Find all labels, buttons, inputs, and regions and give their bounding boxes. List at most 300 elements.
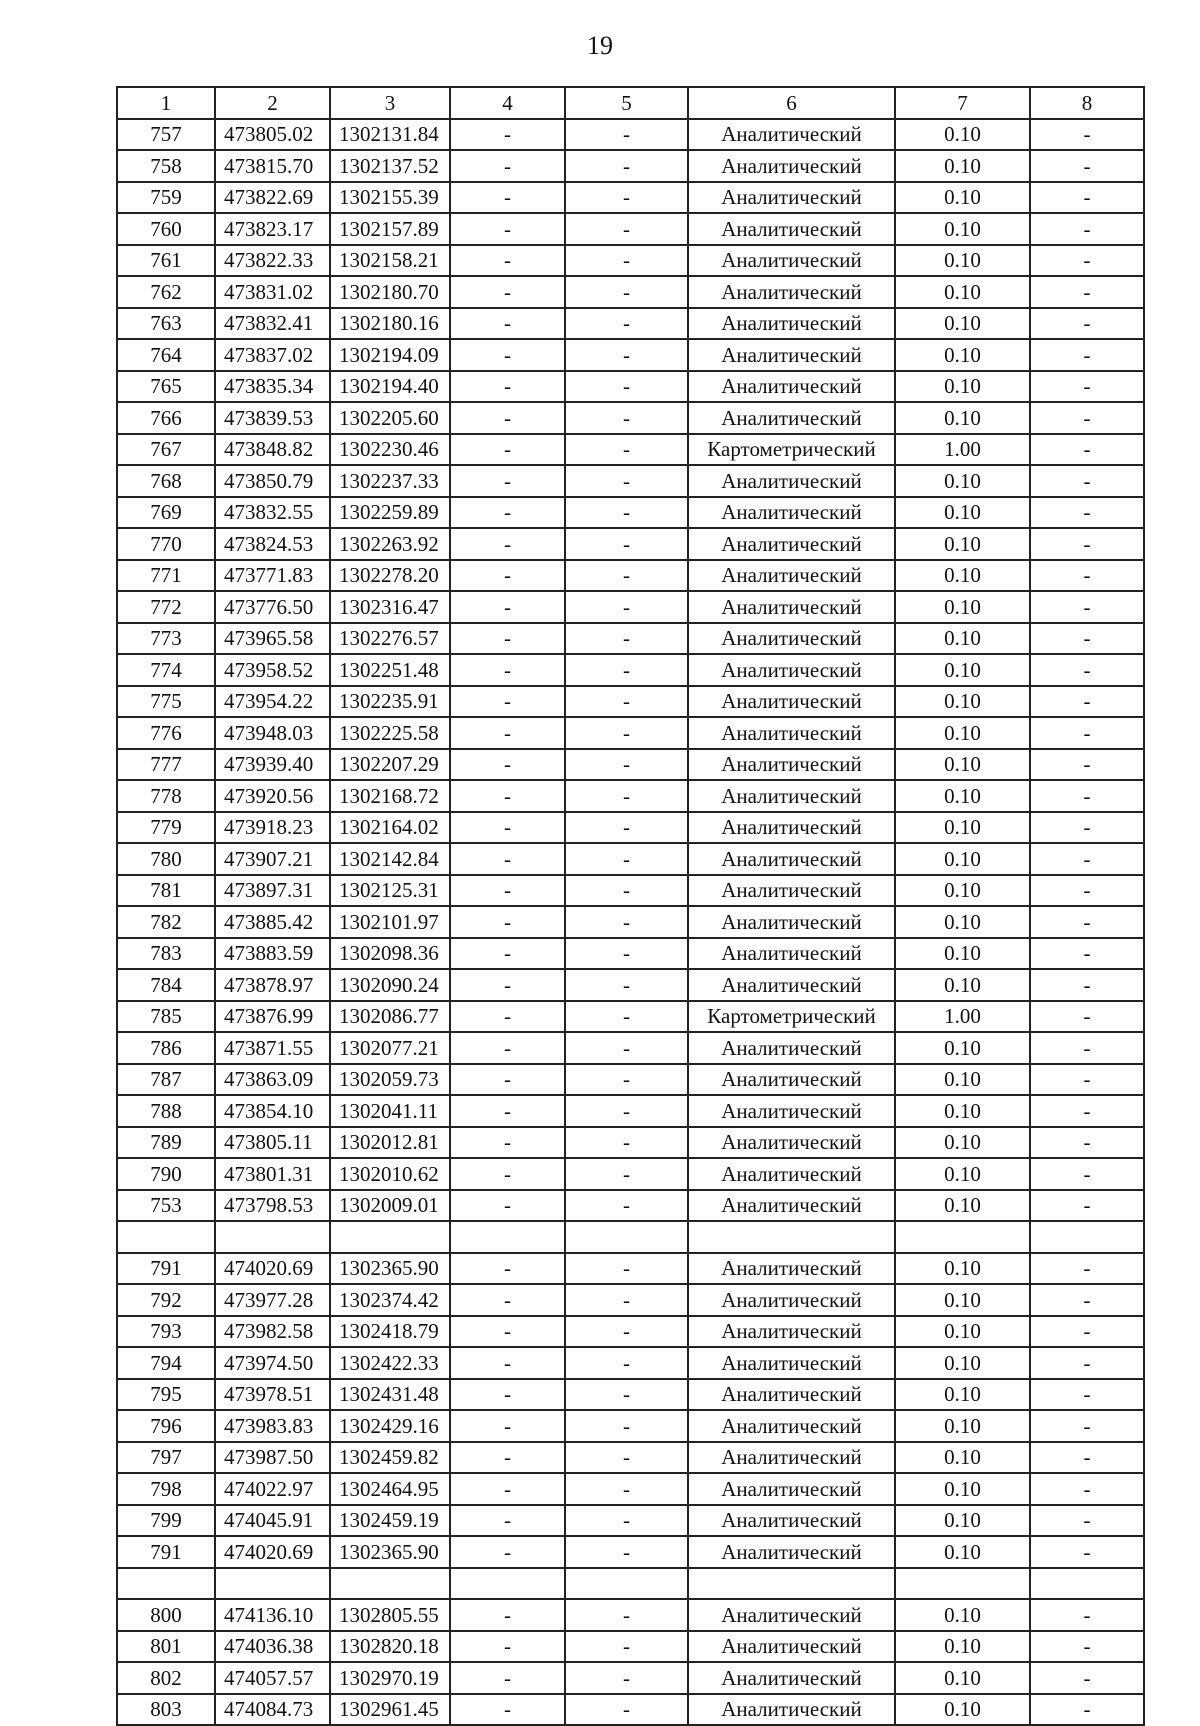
cell-col-5: - (565, 591, 688, 623)
cell-col-4: - (450, 434, 565, 466)
table-row (117, 938, 1144, 970)
cell-coordinate-y: 1302431.48 (330, 1379, 450, 1411)
cell-method: Аналитический (688, 1442, 895, 1474)
table-row (117, 1536, 1144, 1568)
cell-method: Аналитический (688, 528, 895, 560)
cell-method: Аналитический (688, 150, 895, 182)
table-row (117, 686, 1144, 718)
table-row (117, 906, 1144, 938)
cell-col-8: - (1030, 1599, 1144, 1631)
cell-point-number: 759 (117, 182, 215, 214)
cell-coordinate-y: 1302316.47 (330, 591, 450, 623)
cell-col-8: - (1030, 1316, 1144, 1348)
cell-col-4: - (450, 717, 565, 749)
cell-col-4: - (450, 497, 565, 529)
cell-accuracy: 0.10 (895, 497, 1030, 529)
cell-coordinate-x: 473839.53 (215, 402, 330, 434)
cell-accuracy (895, 1568, 1030, 1600)
cell-accuracy: 0.10 (895, 969, 1030, 1001)
cell-col-5: - (565, 654, 688, 686)
cell-coordinate-y: 1302131.84 (330, 119, 450, 151)
table-row (117, 528, 1144, 560)
cell-col-4: - (450, 213, 565, 245)
cell-coordinate-x: 474057.57 (215, 1662, 330, 1694)
cell-coordinate-x: 473848.82 (215, 434, 330, 466)
cell-coordinate-x: 473883.59 (215, 938, 330, 970)
cell-col-5: - (565, 1662, 688, 1694)
cell-col-4: - (450, 875, 565, 907)
cell-point-number: 765 (117, 371, 215, 403)
cell-accuracy: 0.10 (895, 371, 1030, 403)
cell-accuracy: 0.10 (895, 1158, 1030, 1190)
cell-coordinate-y: 1302207.29 (330, 749, 450, 781)
cell-col-8: - (1030, 560, 1144, 592)
cell-col-4: - (450, 371, 565, 403)
table-row (117, 1662, 1144, 1694)
cell-accuracy: 0.10 (895, 560, 1030, 592)
table-row (117, 1064, 1144, 1096)
cell-method: Аналитический (688, 1284, 895, 1316)
cell-col-4: - (450, 182, 565, 214)
column-header-1: 1 (117, 87, 215, 119)
cell-coordinate-y: 1302180.16 (330, 308, 450, 340)
cell-col-4: - (450, 308, 565, 340)
cell-accuracy: 0.10 (895, 1253, 1030, 1285)
table-row (117, 1032, 1144, 1064)
cell-coordinate-y: 1302059.73 (330, 1064, 450, 1096)
cell-col-4: - (450, 1316, 565, 1348)
table-row (117, 780, 1144, 812)
cell-col-8: - (1030, 969, 1144, 1001)
table-row (117, 1127, 1144, 1159)
cell-method: Аналитический (688, 875, 895, 907)
cell-point-number: 791 (117, 1253, 215, 1285)
cell-coordinate-y: 1302235.91 (330, 686, 450, 718)
cell-coordinate-y: 1302251.48 (330, 654, 450, 686)
cell-col-8: - (1030, 1410, 1144, 1442)
cell-accuracy: 0.10 (895, 1284, 1030, 1316)
cell-coordinate-y: 1302230.46 (330, 434, 450, 466)
cell-col-5: - (565, 276, 688, 308)
cell-coordinate-y: 1302820.18 (330, 1631, 450, 1663)
cell-accuracy: 0.10 (895, 906, 1030, 938)
cell-accuracy: 0.10 (895, 749, 1030, 781)
cell-accuracy: 0.10 (895, 875, 1030, 907)
cell-point-number: 789 (117, 1127, 215, 1159)
cell-point-number: 793 (117, 1316, 215, 1348)
cell-coordinate-y: 1302010.62 (330, 1158, 450, 1190)
cell-coordinate-x: 474020.69 (215, 1536, 330, 1568)
cell-col-5: - (565, 969, 688, 1001)
cell-coordinate-y: 1302418.79 (330, 1316, 450, 1348)
cell-coordinate-x: 473832.41 (215, 308, 330, 340)
cell-accuracy: 0.10 (895, 1599, 1030, 1631)
cell-col-8: - (1030, 1473, 1144, 1505)
cell-col-4: - (450, 906, 565, 938)
cell-col-4: - (450, 686, 565, 718)
cell-col-5: - (565, 182, 688, 214)
cell-point-number: 768 (117, 465, 215, 497)
cell-col-5: - (565, 875, 688, 907)
cell-col-5: - (565, 402, 688, 434)
cell-method: Аналитический (688, 402, 895, 434)
cell-col-8: - (1030, 213, 1144, 245)
cell-accuracy: 0.10 (895, 1379, 1030, 1411)
cell-accuracy: 0.10 (895, 528, 1030, 560)
cell-point-number: 803 (117, 1694, 215, 1726)
cell-point-number: 791 (117, 1536, 215, 1568)
cell-accuracy: 0.10 (895, 623, 1030, 655)
cell-coordinate-y: 1302365.90 (330, 1536, 450, 1568)
cell-col-8: - (1030, 843, 1144, 875)
table-row (117, 969, 1144, 1001)
cell-point-number: 802 (117, 1662, 215, 1694)
cell-col-5: - (565, 938, 688, 970)
table-row (117, 1631, 1144, 1663)
column-header-7: 7 (895, 87, 1030, 119)
cell-col-4: - (450, 938, 565, 970)
cell-method: Аналитический (688, 812, 895, 844)
cell-col-5: - (565, 749, 688, 781)
cell-col-5: - (565, 1253, 688, 1285)
cell-accuracy: 0.10 (895, 1127, 1030, 1159)
cell-col-8: - (1030, 339, 1144, 371)
cell-coordinate-y: 1302365.90 (330, 1253, 450, 1285)
cell-coordinate-x: 473954.22 (215, 686, 330, 718)
cell-col-5: - (565, 1694, 688, 1726)
cell-col-5: - (565, 1347, 688, 1379)
cell-coordinate-y (330, 1221, 450, 1253)
cell-col-5: - (565, 1473, 688, 1505)
cell-col-5: - (565, 339, 688, 371)
cell-col-8: - (1030, 938, 1144, 970)
cell-col-5: - (565, 1001, 688, 1033)
cell-method: Аналитический (688, 1127, 895, 1159)
cell-col-5: - (565, 308, 688, 340)
cell-point-number: 786 (117, 1032, 215, 1064)
cell-col-5 (565, 1568, 688, 1600)
cell-coordinate-y: 1302422.33 (330, 1347, 450, 1379)
cell-col-5: - (565, 1095, 688, 1127)
cell-col-4: - (450, 623, 565, 655)
cell-col-8: - (1030, 1379, 1144, 1411)
cell-col-4: - (450, 1284, 565, 1316)
cell-point-number: 778 (117, 780, 215, 812)
cell-accuracy: 0.10 (895, 1536, 1030, 1568)
cell-method: Аналитический (688, 1064, 895, 1096)
cell-col-4: - (450, 1158, 565, 1190)
cell-col-5: - (565, 560, 688, 592)
cell-col-5: - (565, 1410, 688, 1442)
cell-point-number: 766 (117, 402, 215, 434)
table-row (117, 1190, 1144, 1222)
cell-col-4: - (450, 1662, 565, 1694)
cell-coordinate-x: 473876.99 (215, 1001, 330, 1033)
cell-coordinate-x: 473871.55 (215, 1032, 330, 1064)
cell-coordinate-y: 1302194.40 (330, 371, 450, 403)
cell-accuracy: 0.10 (895, 654, 1030, 686)
table-row (117, 1599, 1144, 1631)
cell-coordinate-y: 1302961.45 (330, 1694, 450, 1726)
cell-method: Аналитический (688, 1694, 895, 1726)
cell-accuracy: 0.10 (895, 1190, 1030, 1222)
table-row (117, 875, 1144, 907)
column-header-6: 6 (688, 87, 895, 119)
cell-col-8 (1030, 1568, 1144, 1600)
cell-accuracy: 1.00 (895, 434, 1030, 466)
cell-coordinate-y: 1302459.19 (330, 1505, 450, 1537)
cell-method: Аналитический (688, 465, 895, 497)
cell-point-number: 753 (117, 1190, 215, 1222)
cell-point-number: 757 (117, 119, 215, 151)
cell-coordinate-y (330, 1568, 450, 1600)
cell-col-5: - (565, 717, 688, 749)
cell-point-number: 782 (117, 906, 215, 938)
cell-col-8 (1030, 1221, 1144, 1253)
cell-col-4: - (450, 339, 565, 371)
table-row (117, 812, 1144, 844)
cell-coordinate-y: 1302259.89 (330, 497, 450, 529)
cell-col-4: - (450, 1694, 565, 1726)
cell-col-5: - (565, 528, 688, 560)
column-header-3: 3 (330, 87, 450, 119)
cell-coordinate-x: 473878.97 (215, 969, 330, 1001)
cell-coordinate-x: 473907.21 (215, 843, 330, 875)
cell-point-number: 779 (117, 812, 215, 844)
cell-method: Аналитический (688, 308, 895, 340)
table-row (117, 717, 1144, 749)
table-row (117, 245, 1144, 277)
cell-accuracy: 0.10 (895, 717, 1030, 749)
cell-col-4: - (450, 843, 565, 875)
table-row (117, 213, 1144, 245)
cell-col-8: - (1030, 591, 1144, 623)
cell-col-5: - (565, 1316, 688, 1348)
cell-method (688, 1568, 895, 1600)
cell-accuracy: 0.10 (895, 245, 1030, 277)
cell-point-number: 797 (117, 1442, 215, 1474)
cell-col-8: - (1030, 812, 1144, 844)
cell-coordinate-x: 473822.69 (215, 182, 330, 214)
cell-coordinate-x (215, 1221, 330, 1253)
cell-col-4: - (450, 1536, 565, 1568)
cell-col-5: - (565, 497, 688, 529)
cell-col-4: - (450, 1442, 565, 1474)
cell-col-4: - (450, 1379, 565, 1411)
cell-coordinate-y: 1302237.33 (330, 465, 450, 497)
cell-coordinate-y: 1302225.58 (330, 717, 450, 749)
cell-accuracy (895, 1221, 1030, 1253)
cell-coordinate-x: 473958.52 (215, 654, 330, 686)
cell-accuracy: 0.10 (895, 1505, 1030, 1537)
table-row (117, 623, 1144, 655)
cell-coordinate-y: 1302098.36 (330, 938, 450, 970)
cell-col-8: - (1030, 434, 1144, 466)
cell-method: Аналитический (688, 969, 895, 1001)
table-row (117, 1001, 1144, 1033)
cell-col-8: - (1030, 1347, 1144, 1379)
table-row (117, 1505, 1144, 1537)
cell-coordinate-x: 474020.69 (215, 1253, 330, 1285)
cell-method: Аналитический (688, 1158, 895, 1190)
cell-col-4: - (450, 465, 565, 497)
cell-col-8: - (1030, 1253, 1144, 1285)
cell-point-number: 798 (117, 1473, 215, 1505)
cell-accuracy: 0.10 (895, 465, 1030, 497)
cell-col-4: - (450, 402, 565, 434)
table-row (117, 371, 1144, 403)
cell-col-5: - (565, 1442, 688, 1474)
cell-col-4: - (450, 1599, 565, 1631)
table-row (117, 749, 1144, 781)
cell-coordinate-y: 1302180.70 (330, 276, 450, 308)
table-row (117, 402, 1144, 434)
page-number: 19 (587, 31, 613, 60)
cell-col-4: - (450, 1473, 565, 1505)
cell-point-number: 758 (117, 150, 215, 182)
cell-accuracy: 0.10 (895, 1473, 1030, 1505)
cell-coordinate-x: 473897.31 (215, 875, 330, 907)
cell-method: Аналитический (688, 623, 895, 655)
cell-point-number: 784 (117, 969, 215, 1001)
table-row (117, 591, 1144, 623)
cell-method: Аналитический (688, 654, 895, 686)
cell-col-8: - (1030, 1694, 1144, 1726)
cell-point-number: 787 (117, 1064, 215, 1096)
cell-col-5: - (565, 1064, 688, 1096)
cell-col-4: - (450, 1095, 565, 1127)
cell-coordinate-x: 473831.02 (215, 276, 330, 308)
table-row (117, 119, 1144, 151)
cell-col-5: - (565, 1505, 688, 1537)
cell-method: Аналитический (688, 906, 895, 938)
cell-point-number: 777 (117, 749, 215, 781)
cell-coordinate-x: 473771.83 (215, 560, 330, 592)
cell-col-5: - (565, 371, 688, 403)
cell-method: Аналитический (688, 1347, 895, 1379)
cell-col-8: - (1030, 1505, 1144, 1537)
cell-col-8: - (1030, 1032, 1144, 1064)
cell-coordinate-x (215, 1568, 330, 1600)
cell-col-4: - (450, 150, 565, 182)
cell-col-8: - (1030, 1190, 1144, 1222)
cell-accuracy: 0.10 (895, 1316, 1030, 1348)
cell-col-8: - (1030, 276, 1144, 308)
cell-point-number: 762 (117, 276, 215, 308)
cell-coordinate-x: 473805.02 (215, 119, 330, 151)
cell-coordinate-y: 1302041.11 (330, 1095, 450, 1127)
cell-col-8: - (1030, 623, 1144, 655)
cell-method: Картометрический (688, 1001, 895, 1033)
table-row (117, 276, 1144, 308)
cell-coordinate-x: 473987.50 (215, 1442, 330, 1474)
cell-col-4: - (450, 528, 565, 560)
cell-coordinate-x: 473823.17 (215, 213, 330, 245)
table-row (117, 1473, 1144, 1505)
cell-col-4: - (450, 119, 565, 151)
cell-method: Аналитический (688, 1032, 895, 1064)
cell-point-number: 773 (117, 623, 215, 655)
table-row (117, 497, 1144, 529)
cell-coordinate-y: 1302090.24 (330, 969, 450, 1001)
cell-accuracy: 0.10 (895, 591, 1030, 623)
cell-method: Аналитический (688, 1190, 895, 1222)
cell-method: Аналитический (688, 1316, 895, 1348)
cell-col-8: - (1030, 654, 1144, 686)
table-row (117, 1284, 1144, 1316)
cell-method: Аналитический (688, 339, 895, 371)
cell-point-number: 794 (117, 1347, 215, 1379)
cell-coordinate-x: 473948.03 (215, 717, 330, 749)
cell-coordinate-x: 473918.23 (215, 812, 330, 844)
cell-col-5: - (565, 686, 688, 718)
cell-col-8: - (1030, 906, 1144, 938)
header-row (117, 87, 1144, 119)
cell-point-number: 788 (117, 1095, 215, 1127)
cell-method: Аналитический (688, 245, 895, 277)
cell-col-5: - (565, 1127, 688, 1159)
cell-coordinate-y: 1302142.84 (330, 843, 450, 875)
cell-col-8: - (1030, 1662, 1144, 1694)
table-row (117, 1694, 1144, 1726)
cell-point-number: 761 (117, 245, 215, 277)
cell-coordinate-x: 473837.02 (215, 339, 330, 371)
coordinates-table (116, 86, 1145, 1726)
cell-accuracy: 0.10 (895, 812, 1030, 844)
cell-col-8: - (1030, 182, 1144, 214)
table-row (117, 1442, 1144, 1474)
cell-col-5: - (565, 812, 688, 844)
cell-coordinate-y: 1302168.72 (330, 780, 450, 812)
table-row (117, 434, 1144, 466)
cell-col-4: - (450, 1347, 565, 1379)
cell-accuracy: 0.10 (895, 686, 1030, 718)
table-row (117, 843, 1144, 875)
table-body (117, 119, 1144, 1726)
cell-coordinate-y: 1302205.60 (330, 402, 450, 434)
cell-coordinate-y: 1302263.92 (330, 528, 450, 560)
cell-col-4: - (450, 654, 565, 686)
cell-method: Картометрический (688, 434, 895, 466)
cell-method: Аналитический (688, 1473, 895, 1505)
cell-accuracy: 0.10 (895, 308, 1030, 340)
cell-coordinate-y: 1302086.77 (330, 1001, 450, 1033)
column-header-4: 4 (450, 87, 565, 119)
cell-coordinate-x: 474045.91 (215, 1505, 330, 1537)
cell-method: Аналитический (688, 119, 895, 151)
cell-coordinate-x: 474084.73 (215, 1694, 330, 1726)
cell-col-5: - (565, 1158, 688, 1190)
table-row (117, 308, 1144, 340)
cell-col-4: - (450, 1064, 565, 1096)
cell-col-5: - (565, 245, 688, 277)
cell-method: Аналитический (688, 749, 895, 781)
cell-col-5: - (565, 150, 688, 182)
table-row (117, 1158, 1144, 1190)
cell-coordinate-x: 473885.42 (215, 906, 330, 938)
cell-method: Аналитический (688, 780, 895, 812)
cell-col-4: - (450, 1001, 565, 1033)
table-row (117, 560, 1144, 592)
cell-col-8: - (1030, 465, 1144, 497)
table-row (117, 339, 1144, 371)
cell-col-5: - (565, 434, 688, 466)
cell-point-number: 772 (117, 591, 215, 623)
cell-coordinate-x: 473854.10 (215, 1095, 330, 1127)
table-row (117, 1221, 1144, 1253)
cell-accuracy: 0.10 (895, 1442, 1030, 1474)
cell-coordinate-y: 1302164.02 (330, 812, 450, 844)
